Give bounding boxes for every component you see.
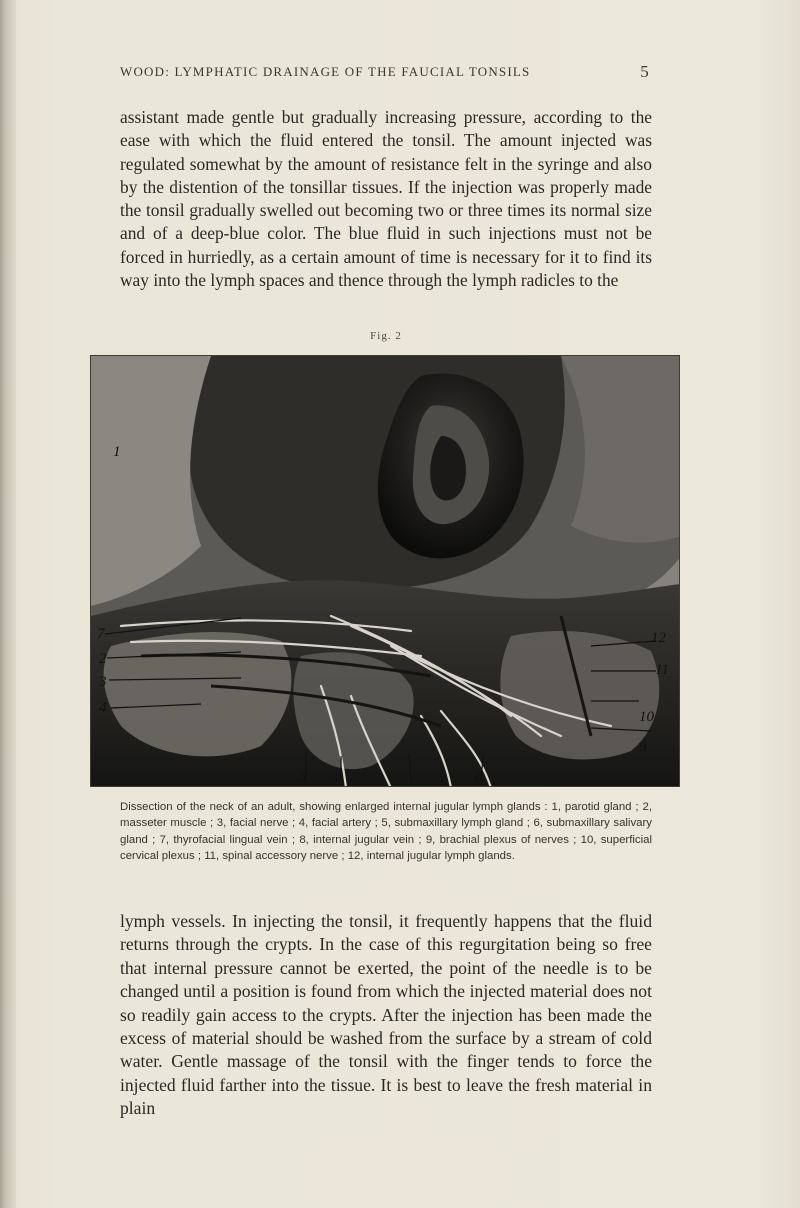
figure-number-11: 11 — [655, 662, 669, 678]
dissection-illustration — [91, 356, 680, 787]
body-paragraph-2: lymph vessels. In injecting the tonsil, it frequently happens that the fluid returns through the crypts. In the case of this regurgitation being so free that internal pressure cannot be exerted, the point of the needle is to be changed until a position is found from which the injected material does not so readily gain access to the crypts. After the injection has been made the excess of material should be washed from the surface by a stream of cold water. Gentle massage of the tonsil with the finger tends to force the injected fluid farther into the tissue. It is best to leave the fresh material in plain — [120, 911, 652, 1119]
figure-number-10: 10 — [639, 709, 654, 725]
book-gutter-shadow — [0, 0, 16, 1208]
body-paragraph-1: assistant made gentle but gradually increasing pressure, according to the ease with which the fluid entered the tonsil. The amount injected was regulated somewhat by the amount of resistance felt in the syringe and also by the distention of the tonsillar tissues. If the injection was properly made the tonsil gradually swelled out becoming two or three times its normal size and of a deep-blue color. The blue fluid in such injections must not be forced in hurriedly, as a certain amount of time is necessary for it to find its way into the lymph spaces and thence through the lymph radicles to the — [120, 107, 652, 291]
figure-number-12: 12 — [651, 630, 666, 646]
figure-number-9: 9 — [639, 739, 647, 755]
figure-caption: Dissection of the neck of an adult, showing enlarged internal jugular lymph glands : 1, parotid gland ; 2, masseter muscle ; 3, facial nerve ; 4, facial artery ; 5, submaxillary lymph gland ; 6, submaxillary salivary gland ; 7, thyrofacial lingual vein ; 8, internal jugular vein ; 9, brachial plexus of nerves ; 10, superficial cervical plexus ; 11, spinal accessory nerve ; 12, internal jugular lymph glands. — [120, 801, 652, 863]
figure-number-5: 5 — [299, 769, 307, 785]
figure-number-1: 1 — [113, 444, 121, 460]
figure-number-3: 3 — [99, 674, 107, 690]
figure-number-8: 8 — [475, 769, 483, 785]
running-head-title: WOOD: LYMPHATIC DRAINAGE OF THE FAUCIAL TONSILS — [120, 64, 531, 79]
figure-label: Fig. 2 — [370, 330, 402, 342]
figure-number-2: 2 — [99, 651, 107, 667]
figure-number-4: 4 — [99, 700, 107, 716]
page-number: 5 — [640, 62, 650, 81]
figure-number-7: 7 — [97, 626, 105, 642]
figure-number-6: 6 — [335, 769, 343, 785]
dissection-figure — [90, 355, 680, 787]
